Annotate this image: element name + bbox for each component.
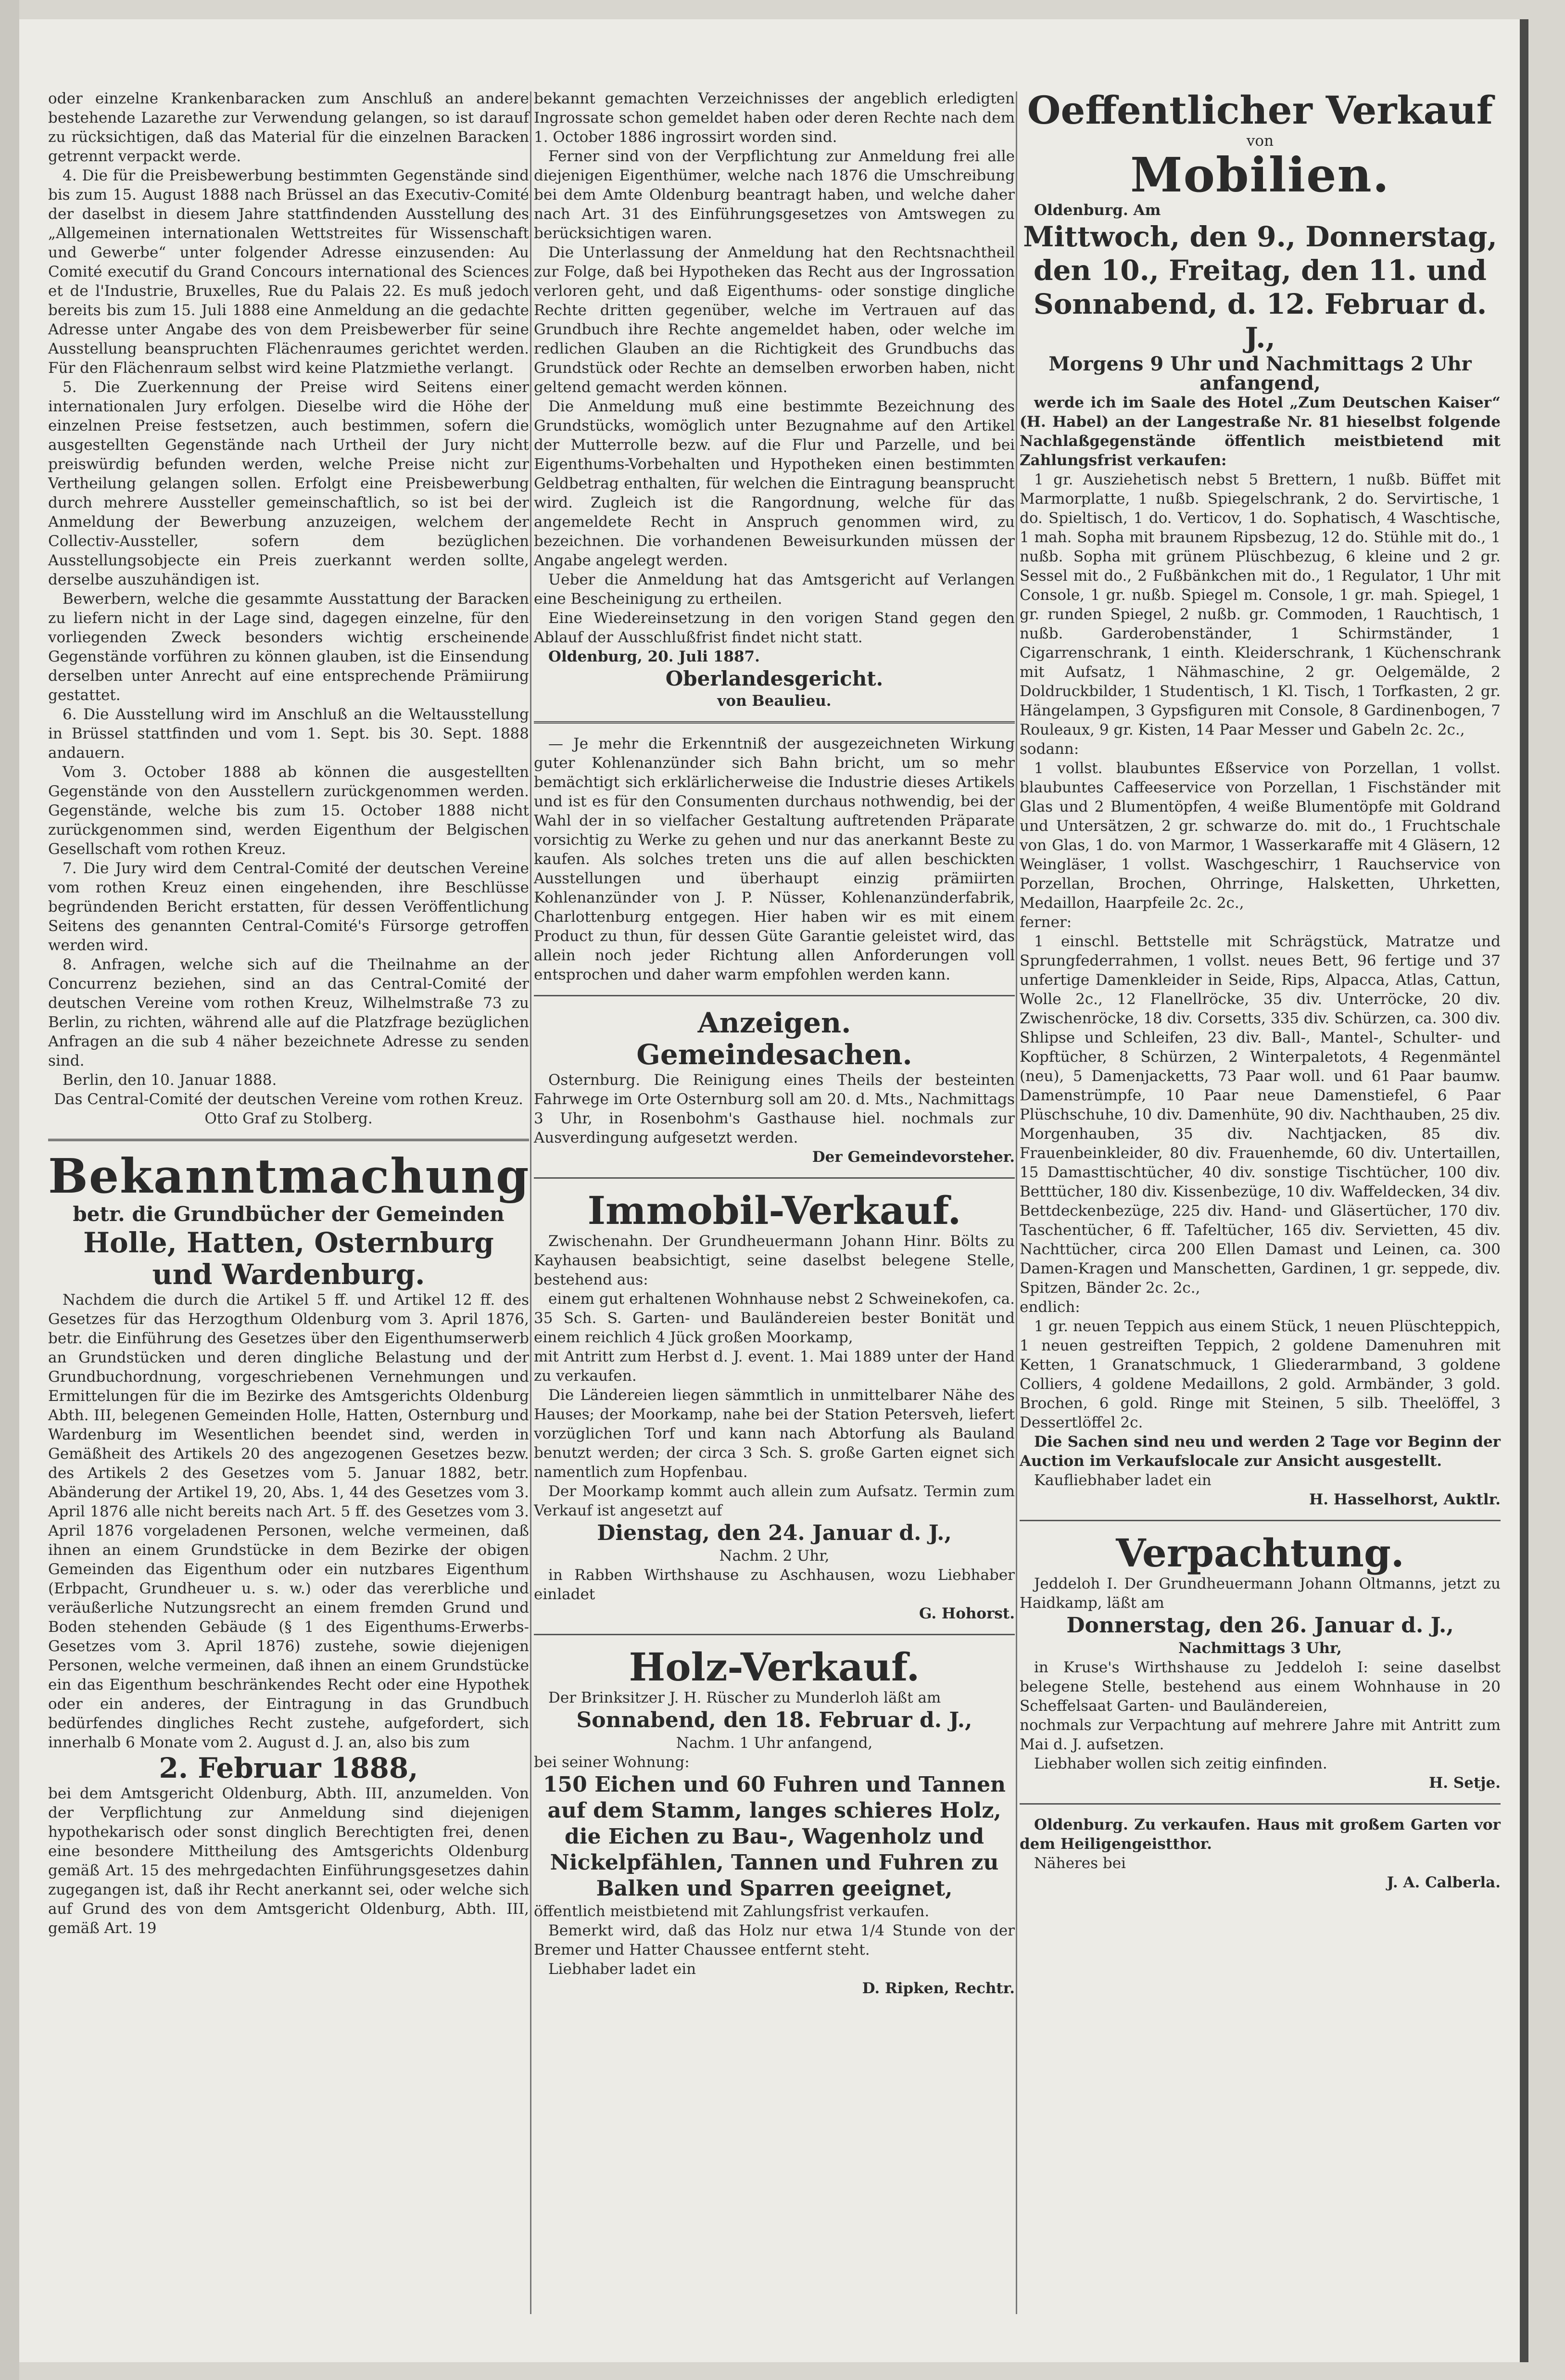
paragraph: Zwischenahn. Der Grundheuermann Johann Hinr. Bölts zu Kayhausen beabsichtigt, seine daselbst belegene Stelle, bestehend aus: [534, 1233, 1015, 1288]
dateline: Oldenburg, 20. Juli 1887. [548, 648, 760, 665]
paragraph: Bewerbern, welche die gesammte Ausstattung der Baracken zu liefern nicht in der Lage sind, dagegen einzelne, für den vorliegenden Zweck besonders wichtig erscheinende Gegenstände vorführen zu können glauben, ist die Einsendung derselben unter Anrecht auf eine entsprechende Prämiirung gestattet. [48, 590, 529, 704]
paragraph: 8. Anfragen, welche sich auf die Theilnahme an der Concurrenz beziehen, sind an das Central-Comité der deutschen Vereine vom rothen Kreuz, Wilhelmstraße 73 zu Berlin, zu richten, während alle auf die Platzfrage bezüglichen Anfragen an die sub 4 näher bezeichnete Adresse zu senden sind. [48, 956, 529, 1069]
paragraph: 6. Die Ausstellung wird im Anschluß an die Weltausstellung in Brüssel stattfinden und vom 1. Sept. bis 30. Sept. 1888 andauern. [48, 706, 529, 762]
paragraph: Nachdem die durch die Artikel 5 ff. und Artikel 12 ff. des Gesetzes für das Herzogthum Oldenburg vom 3. April 1876, betr. die Einführung des Gesetzes über den Eigenthumserwerb an Grundstücken und deren dingliche Belastung und der Grundbuchordnung, vorgeschriebenen Vernehmungen und Ermittelungen für die im Bezirke des Amtsgerichts Oldenburg Abth. III, belegenen Gemeinden Holle, Hatten, Osternburg und Wardenburg im Wesentlichen beendet sind, werden in Gemäßheit des Artikels 20 des angezogenen Gesetzes bezw. des Artikels 2 des Gesetzes vom 5. Januar 1882, betr. Abänderung der Artikel 19, 20, Abs. 1, 44 des Gesetzes vom 3. April 1876 alle nicht bereits nach Art. 5 ff. des Gesetzes vom 3. April 1876 vorgeladenen Personen, welche vermeinen, daß ihnen an einem Grundstücke in dem Bezirke der obigen Gemeinden das Eigenthum oder ein nutzbares Eigenthum (Erbpacht, Grundheuer u. s. w.) oder das vererbliche und veräußerliche Nutzungsrecht an einem fremden Grund und Boden stehenden Gebäude (§ 1 des Eigenthums-Erwerbs-Gesetzes vom 3. April 1876) zustehe, sowie diejenigen Personen, welche vermeinen, daß ihnen an einem Grundstücke ein das Eigenthum beschränkendes Recht oder eine Hypothek oder ein anderes, der Eintragung in das Grundbuch bedürfendes dingliches Recht zustehe, aufgefordert, sich innerhalb 6 Monate vom 2. August d. J. an, also bis zum [48, 1291, 529, 1751]
paragraph: Kaufliebhaber ladet ein [1034, 1472, 1212, 1489]
ad-heading: Holz-Verkauf. [629, 1644, 920, 1690]
column-divider [1016, 91, 1017, 2314]
paragraph: werde ich im Saale des Hotel „Zum Deutschen Kaiser“ (H. Habel) an der Langestraße Nr. 81 hieselbst folgende Nachlaßgegenstände öffentlich meistbietend mit Zahlungsfrist verkaufen: [1020, 394, 1501, 469]
signature: Das Central-Comité der deutschen Vereine vom rothen Kreuz. [54, 1091, 523, 1108]
signature: Der Gemeindevorsteher. [812, 1148, 1015, 1166]
left-column [48, 89, 529, 1938]
signature: J. A. Calberla. [1387, 1874, 1501, 1891]
paragraph: Vom 3. October 1888 ab können die ausgestellten Gegenstände von den Ausstellern zurückgenommen werden. Gegenstände, welche bis zum 15. October 1888 nicht zurückgenommen sind, werden Eigenthum der Belgischen Gesellschaft vom rothen Kreuz. [48, 764, 529, 858]
divider [1020, 1520, 1501, 1521]
right-column [1020, 89, 1501, 1892]
signature: von Beaulieu. [717, 692, 832, 710]
list-label: ferner: [1020, 914, 1072, 931]
item-list: 1 gr. neuen Teppich aus einem Stück, 1 neuen Plüschteppich, 1 neuen gestreiften Teppich, 2 goldene Damenuhren mit Ketten, 1 Granatschmuck, 1 Gliederarmband, 3 goldene Colliers, 4 goldene Medaillons, 2 gold. Armbänder, 3 gold. Brochen, 6 gold. Ringe mit Steinen, 5 silb. Theelöffel, 3 Dessertlöffel 2c. [1020, 1318, 1501, 1431]
signature: H. Hasselhorst, Auktlr. [1309, 1491, 1501, 1508]
paragraph: oder einzelne Krankenbaracken zum Anschluß an andere bestehende Lazarethe zur Verwendung gelangen, so ist darauf zu rücksichtigen, daß das Material für die einzelnen Baracken getrennt verpackt werde. [48, 90, 529, 165]
paragraph: in Rabben Wirthshause zu Aschhausen, wozu Liebhaber einladet [534, 1566, 1015, 1603]
dateline: Berlin, den 10. Januar 1888. [63, 1071, 277, 1089]
paragraph: Die Ländereien liegen sämmtlich in unmittelbarer Nähe des Hauses; der Moorkamp, nahe bei der Station Petersveh, liefert vorzüglichen Torf und kann nach Abtorfung als Bauland benutzt werden; der circa 3 Sch. S. große Garten eignet sich namentlich zum Hopfenbau. [534, 1387, 1015, 1481]
goods-list: 150 Eichen und 60 Fuhren und Tannen auf dem Stamm, langes schieres Holz, die Eichen zu Bau-, Wagenholz und Nickelpfählen, Tannen und Fuhren zu Balken und Sparren geeignet, [543, 1772, 1006, 1901]
paragraph: in Kruse's Wirthshause zu Jeddeloh I: seine daselbst belegene Stelle, bestehend aus einem Wohnhause in 20 Scheffelsaat Garten- und Bauländereien, [1020, 1659, 1501, 1715]
ad-heading: Oeffentlicher Verkauf [1027, 88, 1493, 133]
paragraph: 4. Die für die Preisbewerbung bestimmten Gegenstände sind bis zum 15. August 1888 nach Brüssel an das Executiv-Comité der daselbst in diesem Jahre stattfindenden Ausstellung des „Allgemeinen internationalen Wettstreites für Wissenschaft und Gewerbe“ unter folgender Adresse einzusenden: Au Comité executif du Grand Concours international des Sciences et de l'Industrie, Bruxelles, Rue du Palais 22. Es muß jedoch bereits bis zum 15. Juli 1888 eine Anmeldung an die gedachte Adresse unter Angabe des von dem Preisbewerber für seine Ausstellung beanspruchten Flächenraumes gerichtet werden. Für den Flächenraum selbst wird keine Platzmiethe verlangt. [48, 167, 529, 377]
court-name: Oberlandesgericht. [665, 667, 883, 690]
middle-column [534, 89, 1015, 1998]
signature: H. Setje. [1428, 1774, 1501, 1792]
subheading: und Wardenburg. [152, 1258, 425, 1291]
divider [534, 995, 1015, 996]
paragraph: 5. Die Zuerkennung der Preise wird Seitens einer internationalen Jury erfolgen. Dieselbe wird die Höhe der einzelnen Preise festsetzen, auch bestimmen, sofern die ausgestellten Gegenstände nach Urtheil der Jury nicht preiswürdig befunden werden, welche Preise nicht zur Vertheilung gelangen sollen. Erfolgt eine Preisbewerbung durch mehrere Aussteller gemeinschaftlich, so ist bei der Anmeldung der Bewerbung anzuzeigen, welchem der Collectiv-Aussteller, sofern dem bezüglichen Ausstellungsobjecte ein Preis zuerkannt werden sollte, derselbe auszuhändigen ist. [48, 379, 529, 588]
paragraph: Näheres bei [1034, 1855, 1126, 1872]
paragraph: nochmals zur Verpachtung auf mehrere Jahre mit Antritt zum Mai d. J. aufsetzen. [1020, 1717, 1501, 1753]
sale-dates: Mittwoch, den 9., Donnerstag, den 10., Freitag, den 11. und Sonnabend, d. 12. Februar d. J., [1023, 220, 1497, 354]
ad-heading: Mobilien. [1130, 148, 1390, 203]
paragraph: Oldenburg. Zu verkaufen. Haus mit großem Garten vor dem Heiligengeistthor. [1020, 1816, 1501, 1853]
paragraph: Ferner sind von der Verpflichtung zur Anmeldung frei alle diejenigen Eigenthümer, welche nach 1876 die Umschreibung bei dem Amte Oldenburg beantragt haben, und welche daher nach Art. 31 des Einführungsgesetzes von Amtswegen zu berücksichtigen waren. [534, 148, 1015, 242]
subheading: betr. die Grundbücher der Gemeinden [73, 1202, 505, 1226]
place: Oldenburg. Am [1034, 202, 1161, 219]
signature: D. Ripken, Rechtr. [862, 1980, 1015, 1997]
paragraph: einem gut erhaltenen Wohnhause nebst 2 Schweinekofen, ca. 35 Sch. S. Garten- und Bauländereien bester Bonität und einem reichlich 4 Jück großen Moorkamp, [534, 1290, 1015, 1346]
divider [48, 1139, 529, 1141]
column-divider [530, 91, 531, 2314]
sale-date: Sonnabend, den 18. Februar d. J., [576, 1708, 972, 1732]
item-list: 1 einschl. Bettstelle mit Schrägstück, Matratze und Sprungfederrahmen, 1 vollst. neues Bett, 96 fertige und 37 unfertige Damenkleider in Seide, Rips, Alpacca, Atlas, Cattun, Wolle 2c., 12 Flanellröcke, 35 div. Unterröcke, 20 div. Zwischenröcke, 18 div. Corsetts, 335 div. Schürzen, ca. 300 div. Shlipse und Schleifen, 23 div. Ball-, Mantel-, Schulter- und Kopftücher, 8 Schürzen, 2 Winterpaletots, 4 Regenmäntel (neu), 5 Damenjacketts, 73 Paar woll. und 61 Paar baumw. Damenstrümpfe, 10 Paar neue Damenstiefel, 6 Paar Plüschschuhe, 10 div. Damenhüte, 90 div. Nachthauben, 25 div. Morgenhauben, 35 div. Nachtjacken, 85 div. Frauenbeinkleider, 80 div. Frauenhemde, 60 div. Untertaillen, 15 Damasttischtücher, 40 div. sonstige Tischtücher, 100 div. Betttücher, 180 div. Kissenbezüge, 10 div. Waffeldecken, 34 div. Bettdeckenbezüge, 225 div. Hand- und Gläsertücher, 170 div. Taschentücher, 6 ff. Tafeltücher, 165 div. Servietten, 45 div. Nachttücher, circa 200 Ellen Damast und Leinen, ca. 300 Damen-Kragen und Manschetten, Gardinen, 1 gr. seppede, div. Spitzen, Bänder 2c. 2c., [1020, 933, 1501, 1297]
sale-time: Nachm. 2 Uhr, [719, 1547, 830, 1565]
paragraph: — Je mehr die Erkenntniß der ausgezeichneten Wirkung guter Kohlenanzünder sich Bahn bricht, um so mehr bemächtigt sich erklärlicherweise die Industrie dieses Artikels und ist es für den Consumenten durchaus nothwendig, bei der Wahl der in so vielfacher Gestaltung auftretenden Präparate vorsichtig zu Werke zu gehen und nur das anerkannt Beste zu kaufen. Als solches treten uns die auf allen beschickten Ausstellungen und überhaupt einzig prämiirten Kohlenanzünder von J. P. Nüsser, Kohlenanzünderfabrik, Charlottenburg entgegen. Hier haben wir es mit einem Product zu thun, für dessen Güte Garantie geleistet wird, das allein noch jeder Richtung allen Anforderungen voll entsprochen und daher warm empfohlen werden kann. [534, 735, 1015, 983]
paragraph: mit Antritt zum Herbst d. J. event. 1. Mai 1889 unter der Hand zu verkaufen. [534, 1348, 1015, 1385]
closing-note: Die Sachen sind neu und werden 2 Tage vor Beginn der Auction im Verkaufslocale zur Ansicht ausgestellt. [1020, 1433, 1501, 1470]
section-heading: Anzeigen. [697, 1006, 851, 1039]
divider [534, 721, 1015, 724]
divider [534, 1634, 1015, 1635]
divider [534, 1177, 1015, 1179]
sale-times: Morgens 9 Uhr und Nachmittags 2 Uhr anfangend, [1048, 353, 1472, 395]
subheading: Holle, Hatten, Osternburg [83, 1226, 494, 1259]
item-list: 1 gr. Ausziehetisch nebst 5 Brettern, 1 nußb. Büffet mit Marmorplatte, 1 nußb. Spiegelschrank, 2 do. Servirtische, 1 do. Spieltisch, 1 do. Verticov, 1 do. Sophatisch, 4 Waschtische, 1 mah. Sopha mit braunem Ripsbezug, 12 do. Stühle mit do., 1 nußb. Sopha mit grünem Plüschbezug, 6 kleine und 2 gr. Sessel mit do., 2 Fußbänkchen mit do., 1 Regulator, 1 Uhr mit Console, 1 gr. nußb. Spiegel m. Console, 1 gr. mah. Spiegel, 1 gr. runden Spiegel, 2 nußb. gr. Commoden, 1 Rauchtisch, 1 nußb. Garderobenständer, 1 Schirmständer, 1 Cigarrenschrank, 1 einth. Kleiderschrank, 1 Küchenschrank mit Aufsatz, 1 Nähmaschine, 2 gr. Oelgemälde, 2 Doldruckbilder, 1 Studentisch, 1 Kl. Tisch, 1 Torfkasten, 2 gr. Hängelampen, 3 Gypsfiguren mit Console, 8 Gardinenbogen, 7 Rouleaux, 9 gr. Kisten, 14 Paar Messer und Gabeln 2c. 2c., [1020, 471, 1501, 738]
paragraph: Ueber die Anmeldung hat das Amtsgericht auf Verlangen eine Bescheinigung zu ertheilen. [534, 571, 1015, 608]
page-edge [0, 0, 19, 2380]
paragraph: Osternburg. Die Reinigung eines Theils der besteinten Fahrwege im Orte Osternburg soll am 20. d. Mts., Nachmittags 3 Uhr, in Rosenbohm's Gasthause hiel. nochmals zur Ausverdingung aufgesetzt werden. [534, 1071, 1015, 1146]
connector: von [1246, 132, 1274, 150]
paragraph: Liebhaber ladet ein [548, 1960, 696, 1978]
sale-date: Donnerstag, den 26. Januar d. J., [1066, 1613, 1454, 1638]
section-heading: Gemeindesachen. [636, 1038, 912, 1071]
paragraph: Jeddeloh I. Der Grundheuermann Johann Oltmanns, jetzt zu Haidkamp, läßt am [1020, 1575, 1501, 1612]
paragraph: 7. Die Jury wird dem Central-Comité der deutschen Vereine vom rothen Kreuz einen eingehenden, ihre Beschlüsse begründenden Bericht erstatten, für dessen Veröffentlichung Seitens des genannten Central-Comité's Fürsorge getroffen werden wird. [48, 860, 529, 954]
newspaper-page [19, 19, 1528, 2362]
paragraph: Die Anmeldung muß eine bestimmte Bezeichnung des Grundstücks, womöglich unter Bezugnahme auf den Artikel der Mutterrolle bezw. auf die Flur und Parzelle, und bei Eigenthums-Vorbehalten und Hypotheken einen bestimmten Geldbetrag enthalten, für welchen die Eintragung beansprucht wird. Zugleich ist die Rangordnung, welche für das angemeldete Recht in Anspruch genommen wird, zu bezeichnen. Die vorhandenen Beweisurkunden müssen der Angabe angelegt werden. [534, 398, 1015, 569]
sale-time: Nachm. 1 Uhr anfangend, [676, 1734, 873, 1752]
list-label: endlich: [1020, 1298, 1080, 1316]
signature: G. Hohorst. [919, 1605, 1015, 1622]
ad-heading: Immobil-Verkauf. [587, 1188, 961, 1233]
paragraph: bei dem Amtsgericht Oldenburg, Abth. III, anzumelden. Von der Verpflichtung zur Anmeldung sind diejenigen hypothekarisch oder sonst dinglich Berechtigten frei, denen eine besondere Mittheilung des Amtsgerichts Oldenburg gemäß Art. 15 des mehrgedachten Einführungsgesetzes dahin zugegangen ist, daß ihr Recht anerkannt sei, oder welche sich auf Grund des von dem Amtsgericht Oldenburg, Abth. III, gemäß Art. 19 [48, 1785, 529, 1937]
heading: Bekanntmachung [48, 1149, 530, 1204]
paragraph: bei seiner Wohnung: [534, 1754, 690, 1771]
divider [1020, 1803, 1501, 1805]
paragraph: öffentlich meistbietend mit Zahlungsfrist verkaufen. [534, 1903, 930, 1920]
sale-time: Nachmittags 3 Uhr, [1178, 1640, 1342, 1657]
deadline-date: 2. Februar 1888, [159, 1752, 418, 1784]
paragraph: Der Moorkamp kommt auch allein zum Aufsatz. Termin zum Verkauf ist angesetzt auf [534, 1483, 1015, 1519]
item-list: 1 vollst. blaubuntes Eßservice von Porzellan, 1 vollst. blaubuntes Caffeeservice von Porzellan, 1 Fischständer mit Glas und 2 Blumentöpfen, 4 weiße Blumentöpfe mit Goldrand und Untersätzen, 2 gr. schwarze do. mit do., 1 Fruchtschale von Glas, 1 do. von Marmor, 1 Wasserkaraffe mit 4 Gläsern, 12 Weingläser, 1 vollst. Waschgeschirr, 1 Rauchservice von Porzellan, Brochen, Ohrringe, Halsketten, Uhrketten, Medaillon, Haarpfeile 2c. 2c., [1020, 760, 1501, 912]
list-label: sodann: [1020, 740, 1079, 758]
ad-heading: Verpachtung. [1116, 1530, 1404, 1576]
paragraph: bekannt gemachten Verzeichnisses der angeblich erledigten Ingrossate schon gemeldet haben oder deren Rechte nach dem 1. October 1886 ingrossirt worden sind. [534, 90, 1015, 146]
paragraph: Der Brinksitzer J. H. Rüscher zu Munderloh läßt am [548, 1689, 941, 1706]
signature: Otto Graf zu Stolberg. [204, 1110, 373, 1127]
sale-date: Dienstag, den 24. Januar d. J., [597, 1521, 952, 1545]
paragraph: Eine Wiedereinsetzung in den vorigen Stand gegen den Ablauf der Ausschlußfrist findet nicht statt. [534, 610, 1015, 646]
paragraph: Die Unterlassung der Anmeldung hat den Rechtsnachtheil zur Folge, daß bei Hypotheken das Recht aus der Ingrossation verloren geht, und daß Eigenthums- oder sonstige dingliche Rechte dritten gegenüber, welche im Vertrauen auf das Grundbuch ihre Rechte angemeldet haben, oder welche im redlichen Glauben an die Richtigkeit des Grundbuchs das Grundstück oder Rechte an demselben erworben haben, nicht geltend gemacht werden können. [534, 244, 1015, 396]
paragraph: Bemerkt wird, daß das Holz nur etwa 1/4 Stunde von der Bremer und Hatter Chaussee entfernt steht. [534, 1922, 1015, 1959]
paragraph: Liebhaber wollen sich zeitig einfinden. [1034, 1755, 1327, 1772]
